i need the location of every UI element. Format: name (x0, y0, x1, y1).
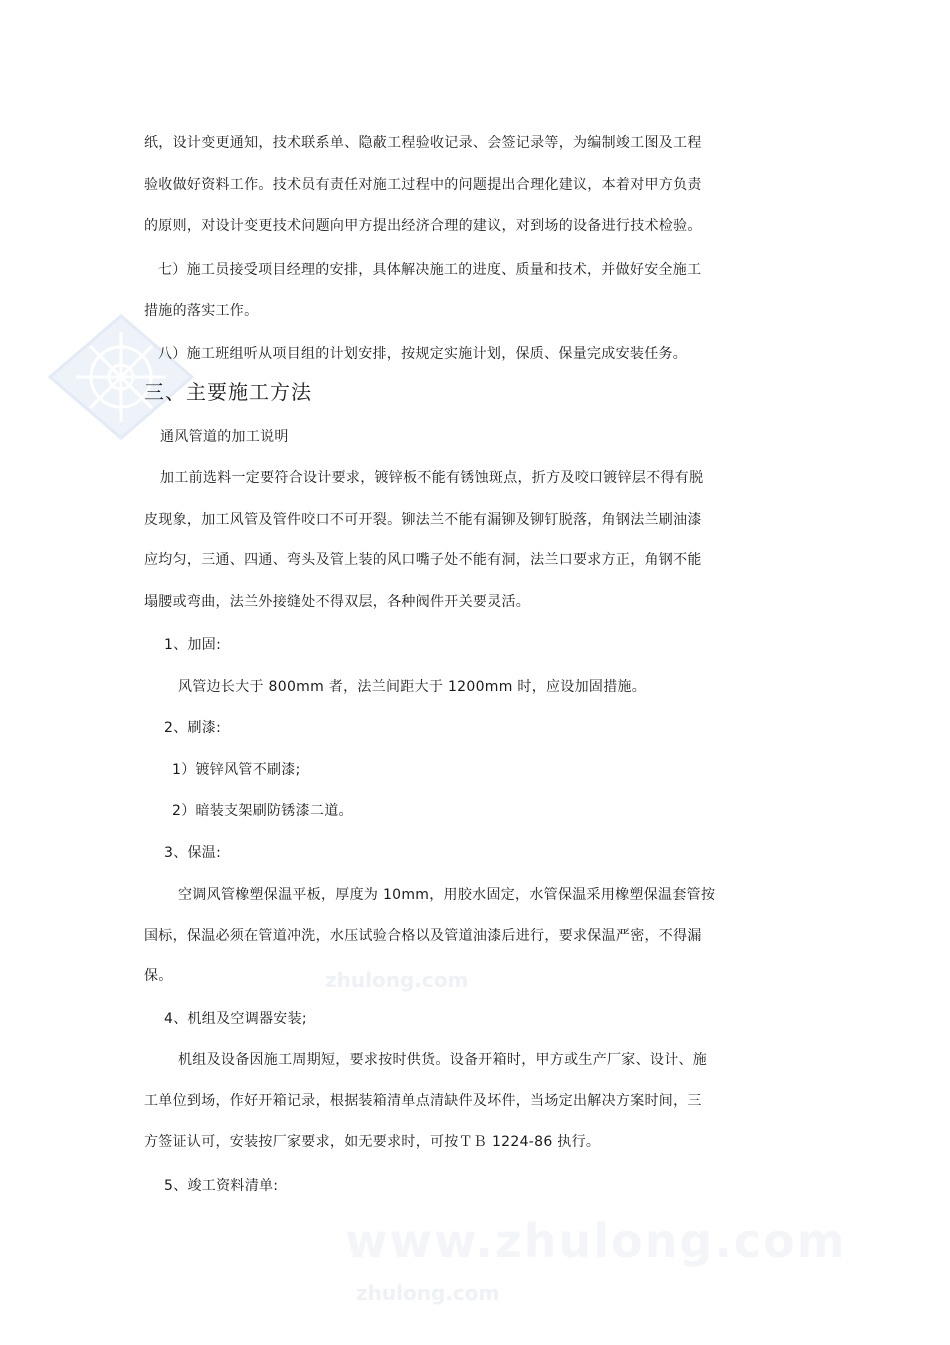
paragraph-line: 2）暗装支架刷防锈漆二道。 (172, 803, 353, 819)
watermark-text: www.zhulong.com (345, 1214, 847, 1268)
paragraph-line: 空调风管橡塑保温平板，厚度为 10mm，用胶水固定，水管保温采用橡塑保温套管按 (178, 887, 716, 903)
paragraph-line: 塌腰或弯曲，法兰外接缝处不得双层，各种阀件开关要灵活。 (144, 594, 531, 610)
item-heading: 5、竣工资料清单: (164, 1178, 279, 1194)
subheading: 通风管道的加工说明 (160, 429, 289, 445)
item-heading: 4、机组及空调器安装; (164, 1011, 307, 1027)
item-heading: 3、保温: (164, 845, 222, 861)
paragraph-line: 措施的落实工作。 (144, 303, 259, 319)
paragraph-line: 应均匀，三通、四通、弯头及管上装的风口嘴子处不能有洞，法兰口要求方正，角钢不能 (144, 552, 702, 568)
paragraph-line: 风管边长大于 800mm 者，法兰间距大于 1200mm 时，应设加固措施。 (178, 679, 647, 695)
paragraph-line: 验收做好资料工作。技术员有责任对施工过程中的问题提出合理化建议，本着对甲方负责 (144, 177, 702, 193)
paragraph-line: 国标，保温必须在管道冲洗，水压试验合格以及管道油漆后进行，要求保温严密，不得漏 (144, 928, 702, 944)
paragraph-line: 方签证认可，安装按厂家要求，如无要求时，可按ＴＢ 1224-86 执行。 (144, 1134, 601, 1150)
watermark-text: zhulong.com (325, 968, 469, 992)
watermark-text: zhulong.com (356, 1281, 500, 1305)
paragraph-line: 机组及设备因施工周期短，要求按时供货。设备开箱时，甲方或生产厂家、设计、施 (178, 1052, 708, 1068)
paragraph-line: 的原则，对设计变更技术问题向甲方提出经济合理的建议，对到场的设备进行技术检验。 (144, 218, 702, 234)
paragraph-line: 皮现象，加工风管及管件咬口不可开裂。铆法兰不能有漏铆及铆钉脱落，角钢法兰刷油漆 (144, 512, 702, 528)
paragraph-line: 加工前选料一定要符合设计要求，镀锌板不能有锈蚀斑点，折方及咬口镀锌层不得有脱 (160, 470, 704, 486)
paragraph-line: 七）施工员接受项目经理的安排，具体解决施工的进度、质量和技术，并做好安全施工 (158, 262, 702, 278)
item-heading: 1、加固: (164, 637, 222, 653)
item-heading: 2、刷漆: (164, 720, 222, 736)
paragraph-line: 保。 (144, 968, 173, 984)
section-heading: 三、主要施工方法 (144, 380, 312, 404)
watermark-logo-icon (46, 312, 196, 442)
paragraph-line: 八）施工班组听从项目组的计划安排，按规定实施计划，保质、保量完成安装任务。 (158, 346, 688, 362)
paragraph-line: 1）镀锌风管不刷漆; (172, 762, 301, 778)
paragraph-line: 纸，设计变更通知，技术联系单、隐蔽工程验收记录、会签记录等，为编制竣工图及工程 (144, 135, 702, 151)
paragraph-line: 工单位到场，作好开箱记录，根据装箱清单点清缺件及坏件，当场定出解决方案时间，三 (144, 1093, 702, 1109)
